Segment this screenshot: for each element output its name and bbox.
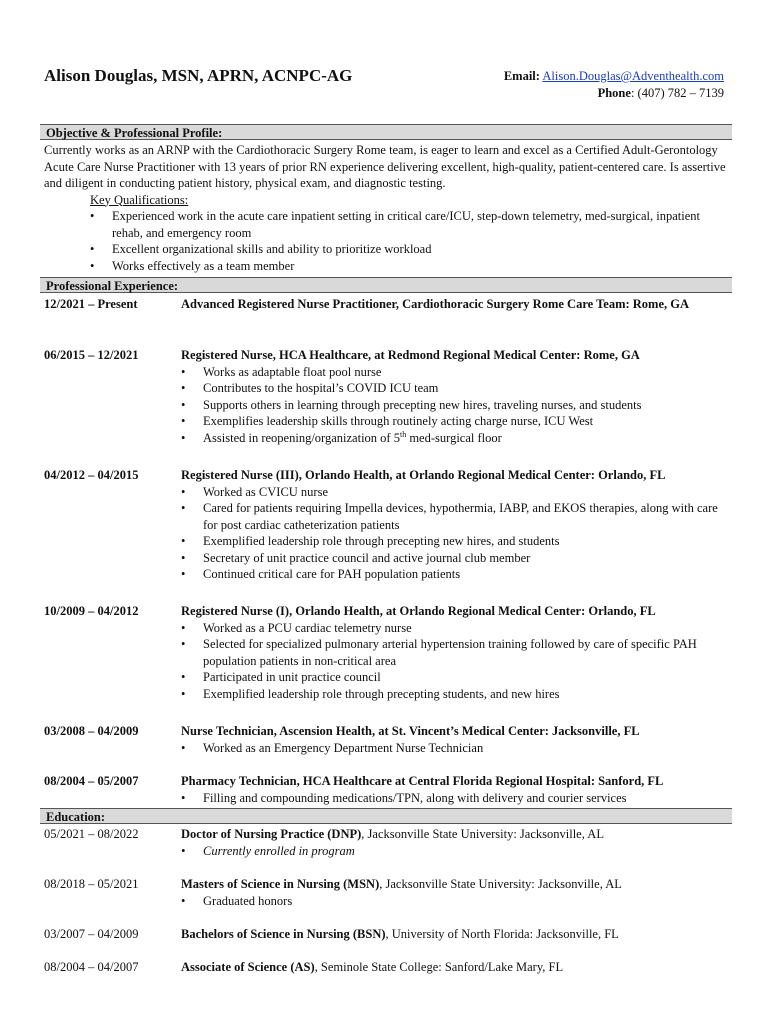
job-bullets [181,364,726,447]
edu-content [181,959,726,976]
job-title: Registered Nurse (I), Orlando Health, at Orlando Regional Medical Center: Orlando, FL [181,604,656,618]
job-content [181,773,726,806]
job-bullets [181,740,726,757]
list-item: • Works effectively as a team member [112,258,729,275]
edu-date: 03/2007 – 04/2009 [44,927,139,941]
job-date: 03/2008 – 04/2009 [44,724,139,738]
list-item: • Exemplified leadership role through precepting new hires, and students [203,533,726,550]
list-item: • Worked as an Emergency Department Nurse Technician [203,740,726,757]
education-heading: Education: [40,808,732,824]
job-bullets [181,620,726,703]
degree: Masters of Science in Nursing (MSN) [181,877,380,891]
experience-heading: Professional Experience: [40,277,732,293]
job-bullets [181,484,726,583]
job-date: 08/2004 – 05/2007 [44,774,139,788]
list-item: • Participated in unit practice council [203,669,726,686]
degree: Bachelors of Science in Nursing (BSN) [181,927,386,941]
list-item: • Secretary of unit practice council and active journal club member [203,550,726,567]
list-item: • Selected for specialized pulmonary arterial hypertension training followed by care of specific PAH population patients in non-critical area [203,636,726,669]
edu-date: 08/2018 – 05/2021 [44,877,139,891]
job-date: 12/2021 – Present [44,297,138,311]
edu-date: 05/2021 – 08/2022 [44,827,139,841]
superscript: th [399,429,407,439]
list-item [203,430,726,447]
email-label: Email: [503,69,540,83]
job-date: 04/2012 – 04/2015 [44,468,139,482]
edu-date: 08/2004 – 04/2007 [44,960,139,974]
list-item: • Continued critical care for PAH population patients [203,566,726,583]
job-bullets [181,790,726,807]
bullet-text: Assisted in reopening/organization of 5 [203,430,400,445]
list-item: • Works as adaptable float pool nurse [203,364,726,381]
school: , Jacksonville State University: Jacksonville, AL [361,827,604,841]
job-content [181,347,726,446]
job-content [181,603,726,702]
list-item: • Currently enrolled in program [203,843,726,860]
edu-content [181,826,726,859]
list-item: • Contributes to the hospital’s COVID ICU team [203,380,726,397]
list-item: • Worked as a PCU cardiac telemetry nurse [203,620,726,637]
list-item: • Supports others in learning through precepting new hires, traveling nurses, and students [203,397,726,414]
list-item: • Worked as CVICU nurse [203,484,726,501]
job-content [181,467,726,583]
degree: Doctor of Nursing Practice (DNP) [181,827,362,841]
edu-bullets [181,893,726,910]
job-content [181,723,726,756]
edu-content [181,876,726,909]
email-link[interactable]: Alison.Douglas@Adventhealth.com [542,69,724,83]
phone-label: Phone [597,86,631,100]
objective-heading: Objective & Professional Profile: [40,124,732,140]
job-title: Registered Nurse, HCA Healthcare, at Redmond Regional Medical Center: Rome, GA [181,348,640,362]
job-title: Advanced Registered Nurse Practitioner [181,297,396,311]
list-item: • Experienced work in the acute care inpatient setting in critical care/ICU, step-down telemetry, med-surgical, inpatient rehab, and emergency room [112,208,729,241]
objective-section [44,142,729,274]
list-item: • Excellent organizational skills and ability to prioritize workload [112,241,729,258]
job-org: , Cardiothoracic Surgery Rome Care Team: Rome, GA [395,297,690,311]
phone-number: : (407) 782 – 7139 [630,86,724,100]
bullet-text: med-surgical floor [406,430,502,445]
job-title: Pharmacy Technician, HCA Healthcare at Central Florida Regional Hospital: Sanford, FL [181,774,664,788]
job-title: Registered Nurse (III), Orlando Health, at Orlando Regional Medical Center: Orlando, FL [181,468,666,482]
job-date: 10/2009 – 04/2012 [44,604,139,618]
contact-info [504,68,724,102]
list-item: • Cared for patients requiring Impella devices, hypothermia, IABP, and EKOS therapies, along with care for post cardiac catheterization patients [203,500,726,533]
list-item: • Exemplified leadership role through precepting students, and new hires [203,686,726,703]
job-title: Nurse Technician, Ascension Health, at St. Vincent’s Medical Center: Jacksonville, FL [181,724,640,738]
degree: Associate of Science (AS) [181,960,315,974]
objective-text: Currently works as an ARNP with the Cardiothoracic Surgery Rome team, is eager to learn and excel as a Certified Adult-Gerontology Acute Care Nurse Practitioner with 13 years of prior RN experience delivering excellent, high-quality, patient-centered care. Is assertive and diligent in conducting patient history, physical exam, and diagnostic testing. [44,143,726,190]
job-date: 06/2015 – 12/2021 [44,348,139,362]
candidate-name: Alison Douglas, MSN, APRN, ACNPC-AG [44,66,353,85]
school: , Jacksonville State University: Jacksonville, AL [379,877,622,891]
job-content [181,296,726,313]
edu-bullets [181,843,726,860]
key-qualifications-label: Key Qualifications: [90,192,189,207]
school: , University of North Florida: Jacksonville, FL [385,927,619,941]
list-item: • Filling and compounding medications/TPN, along with delivery and courier services [203,790,726,807]
list-item: • Graduated honors [203,893,726,910]
list-item: • Exemplifies leadership skills through routinely acting charge nurse, ICU West [203,413,726,430]
edu-content [181,926,726,943]
qualifications-list [44,208,729,274]
school: , Seminole State College: Sanford/Lake Mary, FL [314,960,564,974]
